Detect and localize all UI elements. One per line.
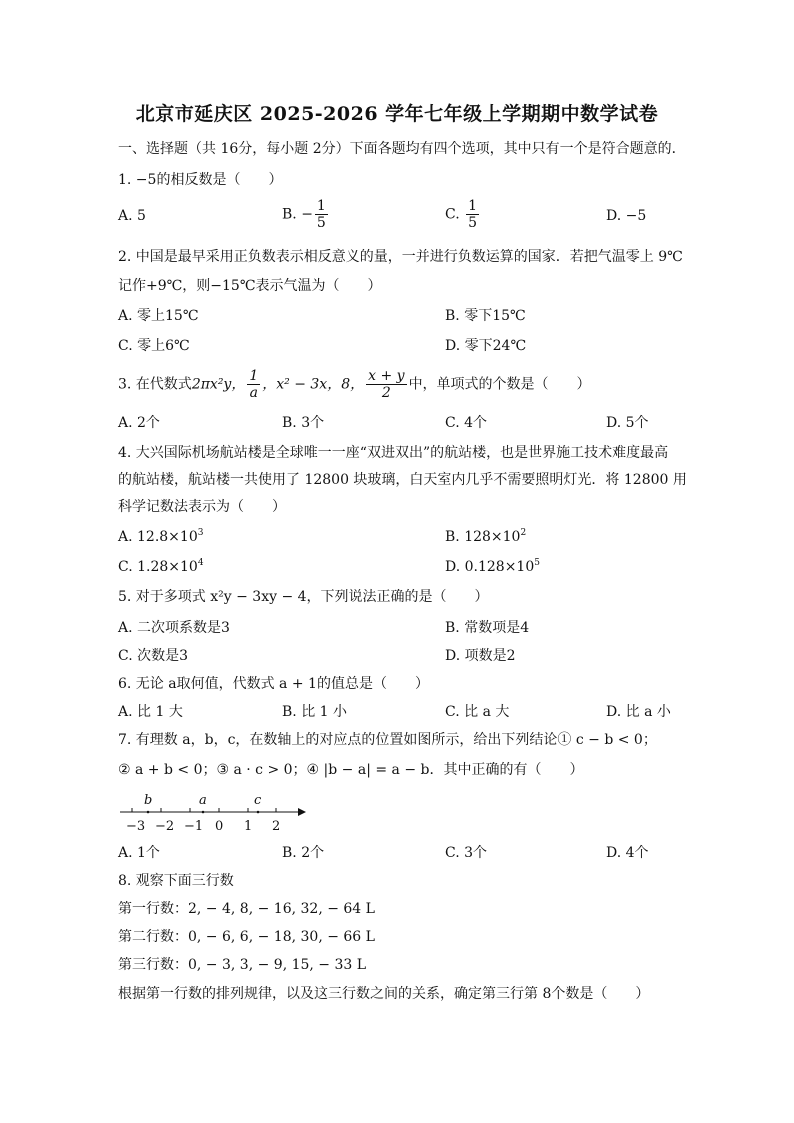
q4-d-exponent: 5 [534,558,540,568]
q1-option-a: A. 5 [118,208,146,224]
question-1-stem: 1. −5的相反数是（ ） [118,172,283,188]
q7-option-c: C. 3个 [445,845,488,861]
q2-option-c: C. 零上6℃ [118,338,190,354]
tick-label: −2 [155,819,175,834]
q8-question: 根据第一行数的排列规律，以及这三行数之间的关系，确定第三行第 8个数是（ ） [118,986,650,1002]
q4-c-base: C. 1.28×10 [118,559,198,575]
fraction-denominator: 5 [316,215,326,231]
q4-option-a [118,527,203,547]
point-b-dot [147,811,150,814]
q4-b-base: B. 128×10 [445,529,521,545]
number-line-svg [118,788,318,838]
q3-option-c: C. 4个 [445,415,488,431]
question-7-stem-line1: 7. 有理数 a，b，c，在数轴上的对应点的位置如图所示，给出下列结论① c − b < 0； [118,732,657,748]
point-label-c: c [254,793,262,808]
q7-option-b: B. 2个 [282,845,325,861]
q1-option-c [445,198,481,231]
question-7-stem-line2: ② a + b < 0；③ a · c > 0；④ |b − a| = a − b．其中正确的有（ ） [118,762,584,778]
number-line-figure [118,788,318,838]
q3-option-b: B. 3个 [282,415,325,431]
fraction-numerator: 1 [316,198,326,214]
q4-d-base: D. 0.128×10 [445,559,535,575]
q4-b-exponent: 2 [520,528,527,538]
q8-row-1: 第一行数：2, − 4, 8, − 16, 32, − 64 L [118,901,375,917]
question-8-stem: 8. 观察下面三行数 [118,873,234,889]
q7-option-a: A. 1个 [118,845,160,861]
q5-option-a: A. 二次项系数是3 [118,620,230,636]
q1-option-b [282,198,330,231]
q5-option-b: B. 常数项是4 [445,620,530,636]
q6-option-c: C. 比 a 大 [445,704,510,720]
fraction-denominator: 2 [381,385,391,401]
q6-option-a: A. 比 1 大 [118,704,183,720]
q7-option-d: D. 4个 [606,845,649,861]
q1-option-b-label: B. − [282,206,313,223]
q8-row-3: 第三行数：0, − 3, 3, − 9, 15, − 33 L [118,957,367,973]
tick-label: −1 [184,819,204,834]
tick-label: 0 [215,819,224,834]
q4-a-exponent: 3 [197,528,204,538]
q3-option-a: A. 2个 [118,415,160,431]
question-5-stem: 5. 对于多项式 x²y − 3xy − 4，下列说法正确的是（ ） [118,589,489,605]
question-2-stem-line2: 记作+9℃，则−15℃表示气温为（ ） [118,278,382,294]
q3-expr-2: ，x² − 3x，8， [262,376,365,393]
fraction-denominator: 5 [468,215,478,231]
question-4-stem-line2: 的航站楼，航站楼一共使用了 12800 块玻璃，白天室内几乎不需要照明灯光．将 12800 用 [118,472,687,488]
q8-row-2: 第二行数：0, − 6, 6, − 18, 30, − 66 L [118,929,375,945]
q4-c-exponent: 4 [197,558,204,568]
q4-option-d [445,557,540,577]
q3-prefix: 3. 在代数式 [118,376,192,393]
q1-option-c-label: C. [445,206,460,223]
q1-option-d: D. −5 [606,208,647,224]
q4-a-base: A. 12.8×10 [118,529,198,545]
q4-option-c [118,557,204,577]
fraction-denominator: a [249,385,258,401]
point-label-b: b [144,793,153,808]
question-2-stem-line1: 2. 中国是最早采用正负数表示相反意义的量，一并进行负数运算的国家．若把气温零上 9℃ [118,249,683,265]
fraction-numerator: 1 [468,198,478,214]
question-3-stem [118,368,591,401]
point-label-a: a [199,793,207,808]
fraction-numerator: 1 [249,368,259,384]
q6-option-b: B. 比 1 小 [282,704,347,720]
q3-expr-1: 2πx²y， [191,376,246,393]
q2-option-b: B. 零下15℃ [445,308,526,324]
q3-option-d: D. 5个 [606,415,649,431]
section-heading: 一、选择题（共 16分，每小题 2分）下面各题均有四个选项，其中只有一个是符合题意的． [118,141,686,157]
q3-fraction-1 [247,368,260,401]
q6-option-d: D. 比 a 小 [606,704,671,720]
question-6-stem: 6. 无论 a取何值，代数式 a + 1的值总是（ ） [118,676,429,692]
q1-option-b-fraction [315,198,328,231]
tick-label: 2 [272,819,281,834]
number-line-arrow-icon [298,808,306,816]
q2-option-a: A. 零上15℃ [118,308,199,324]
q4-option-b [445,527,526,547]
point-a-dot [202,811,205,814]
q3-fraction-2 [366,368,406,401]
question-4-stem-line3: 科学记数法表示为（ ） [118,499,286,515]
q1-option-c-fraction [466,198,479,231]
q2-option-d: D. 零下24℃ [445,338,527,354]
q5-option-c: C. 次数是3 [118,648,189,664]
point-c-dot [257,811,260,814]
q3-suffix: 中，单项式的个数是（ ） [408,376,591,393]
tick-label: 1 [244,819,253,834]
q5-option-d: D. 项数是2 [445,648,516,664]
tick-label: −3 [126,819,146,834]
fraction-numerator: x + y [368,368,405,384]
question-4-stem-line1: 4. 大兴国际机场航站楼是全球唯一一座“双进双出”的航站楼，也是世界施工技术难度最高 [118,445,669,461]
page-title: 北京市延庆区 2025-2026 学年七年级上学期期中数学试卷 [135,103,659,125]
